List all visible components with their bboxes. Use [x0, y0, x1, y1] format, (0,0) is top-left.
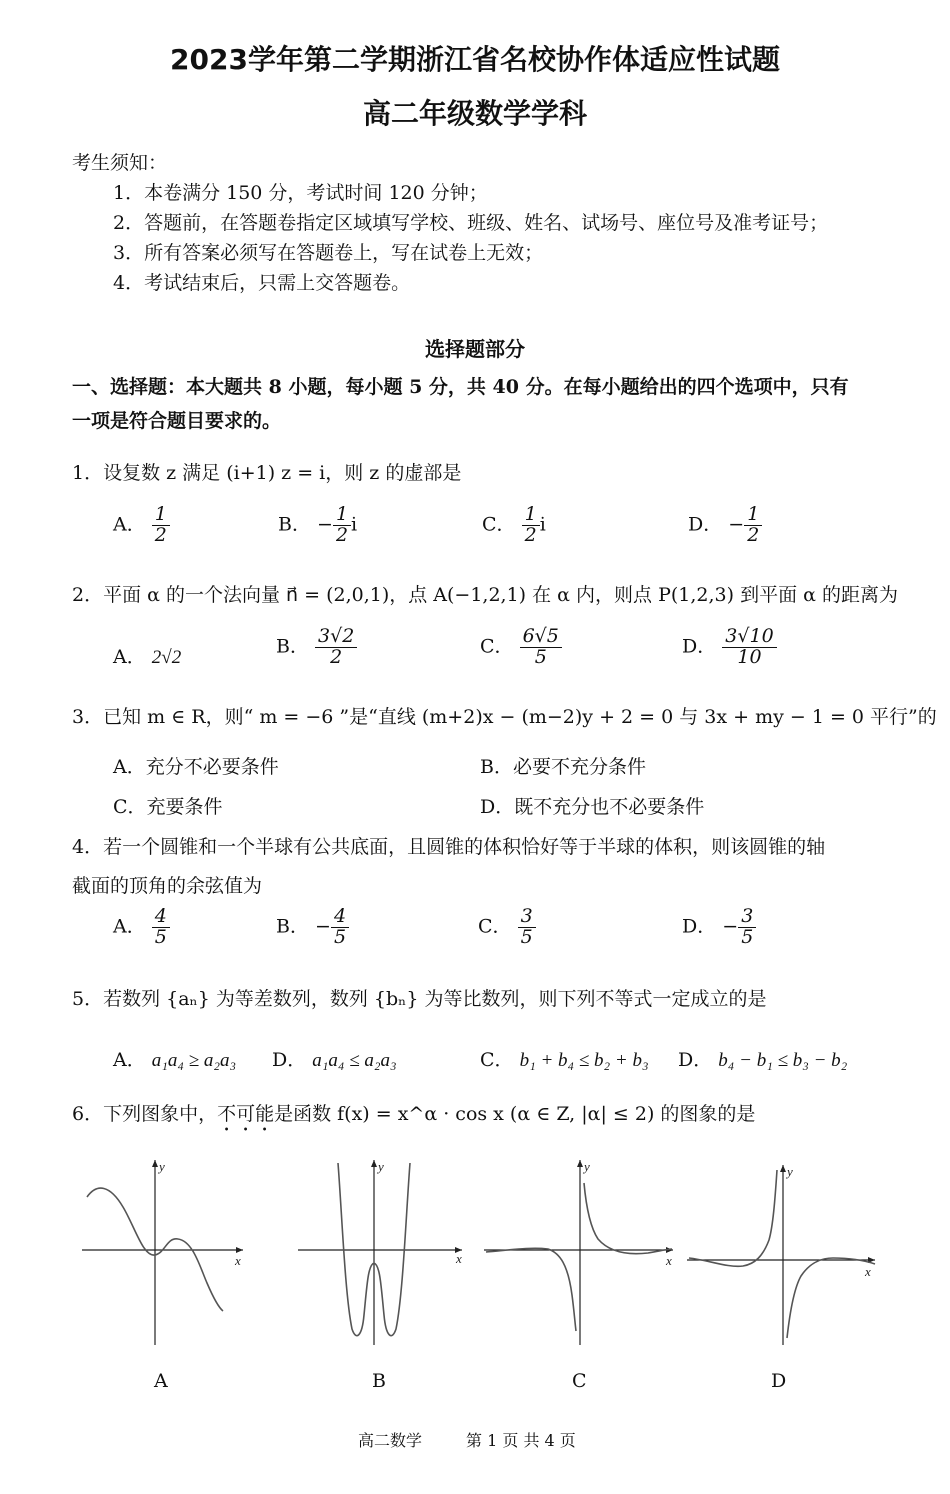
q2-option-a: A． 2√2 — [113, 646, 182, 668]
graph-a — [75, 1155, 250, 1350]
notice-item: 3．所有答案必须写在答题卷上，写在试卷上无效； — [113, 242, 544, 264]
q1-option-c: C． $\frac{1}{2}$ i — [482, 503, 546, 546]
q3-option-a: A．充分不必要条件 — [113, 756, 279, 778]
graph-label-a: A — [154, 1370, 168, 1392]
notice-item: 2．答题前，在答题卷指定区域填写学校、班级、姓名、试场号、座位号及准考证号； — [113, 212, 829, 234]
q4-option-c: C． $\frac{3}{5}$ — [478, 907, 536, 948]
y-label: y — [159, 1159, 165, 1174]
notice-item: 4．考试结束后，只需上交答题卷。 — [113, 272, 411, 294]
q1-option-a: A． $\frac{1}{2}$ — [113, 505, 170, 546]
q3-option-b: B．必要不充分条件 — [480, 756, 646, 778]
exam-subtitle: 高二年级数学学科 — [362, 97, 587, 130]
question-4-line2: 截面的顶角的余弦值为 — [72, 875, 263, 897]
question-2-text: 2．平面 α 的一个法向量 n⃗ = (2,0,1)，点 A(−1,2,1) 在 α 内，则点 P(1,2,3) 到平面 α 的距离为 — [72, 584, 898, 606]
question-1-text: 1．设复数 z 满足 (i+1) z = i，则 z 的虚部是 — [72, 462, 462, 484]
exam-title: 2023学年第二学期浙江省名校协作体适应性试题 — [170, 43, 780, 76]
graph-d — [683, 1160, 883, 1350]
y-label: y — [378, 1159, 384, 1174]
section-title: 选择题部分 — [425, 337, 525, 361]
curve-d-right — [787, 1258, 875, 1338]
q4-option-d: D． − $\frac{3}{5}$ — [682, 907, 756, 948]
q5-option-c: C． b₁ + b₄ ≤ b₂ + b₃ — [480, 1049, 649, 1071]
emphasis-not-possible: 不可能 — [217, 1103, 275, 1125]
q3-option-d: D．既不充分也不必要条件 — [480, 796, 705, 818]
footer-subject: 高二数学 — [358, 1431, 423, 1450]
curve-c-left — [486, 1248, 576, 1331]
x-label: x — [235, 1253, 241, 1268]
q5-option-d1: D． a₁a₄ ≤ a₂a₃ — [272, 1049, 397, 1071]
curve-d-left — [689, 1170, 777, 1266]
q2-option-b: B． $\frac{3√2}{2}$ — [276, 627, 357, 668]
y-label: y — [787, 1164, 793, 1179]
y-axis-arrow — [371, 1160, 377, 1167]
graph-label-b: B — [372, 1370, 386, 1392]
y-axis-arrow — [780, 1165, 786, 1172]
q2-option-d: D． $\frac{3√10}{10}$ — [682, 627, 777, 668]
graph-label-c: C — [572, 1370, 587, 1392]
q1-option-b: B． − $\frac{1}{2}$ i — [278, 503, 358, 546]
graph-label-d: D — [771, 1370, 787, 1392]
x-label: x — [456, 1251, 462, 1266]
graph-b — [290, 1155, 470, 1350]
x-label: x — [865, 1264, 871, 1279]
q1-option-d: D． − $\frac{1}{2}$ — [688, 505, 762, 546]
question-3-text: 3．已知 m ∈ R，则“ m = −6 ”是“直线 (m+2)x − (m−2)y + 2 = 0 与 3x + my − 1 = 0 平行”的 — [72, 706, 937, 728]
x-label: x — [666, 1253, 672, 1268]
notice-item: 1．本卷满分 150 分，考试时间 120 分钟； — [113, 182, 488, 204]
q5-option-d2: D． b₄ − b₁ ≤ b₃ − b₂ — [678, 1049, 848, 1071]
section-instructions-line2: 一项是符合题目要求的。 — [72, 410, 282, 432]
footer-page-number: 第 1 页 共 4 页 — [466, 1431, 576, 1450]
question-6-text: 6．下列图象中，不可能是函数 f(x) = x^α · cos x (α ∈ Z, |α| ≤ 2) 的图象的是 — [72, 1103, 756, 1125]
q2-option-c: C． $\frac{6√5}{5}$ — [480, 627, 562, 668]
q4-option-a: A． $\frac{4}{5}$ — [113, 907, 170, 948]
y-axis-arrow — [152, 1160, 158, 1167]
q5-option-a: A． a₁a₄ ≥ a₂a₃ — [113, 1049, 237, 1071]
y-label: y — [584, 1159, 590, 1174]
q3-option-c: C．充要条件 — [113, 796, 223, 818]
question-5-text: 5．若数列 {aₙ} 为等差数列，数列 {bₙ} 为等比数列，则下列不等式一定成立的是 — [72, 988, 767, 1010]
y-axis-arrow — [577, 1160, 583, 1167]
q4-option-b: B． − $\frac{4}{5}$ — [276, 907, 349, 948]
graph-c — [480, 1155, 680, 1350]
curve-c-right — [584, 1183, 672, 1254]
question-4-line1: 4．若一个圆锥和一个半球有公共底面，且圆锥的体积恰好等于半球的体积，则该圆锥的轴 — [72, 836, 826, 858]
notice-heading: 考生须知： — [72, 152, 168, 174]
section-instructions-line1: 一、选择题：本大题共 8 小题，每小题 5 分，共 40 分。在每小题给出的四个选项中，只有 — [72, 376, 849, 398]
